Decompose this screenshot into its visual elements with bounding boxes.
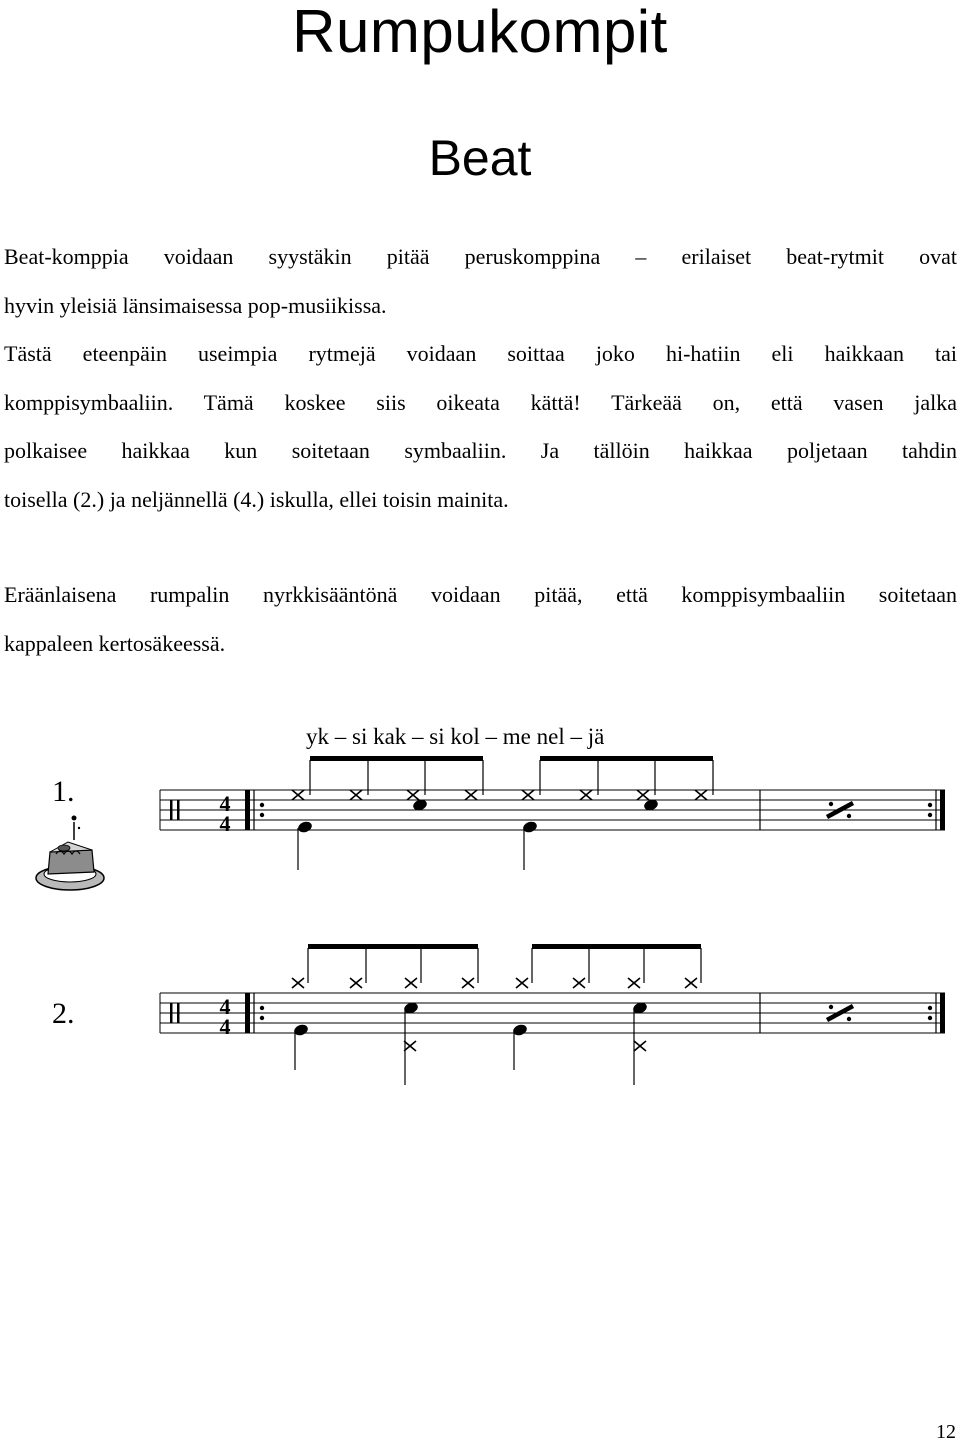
page-number: 12 (936, 1421, 956, 1443)
example-1-number: 1. (52, 775, 75, 808)
paragraph-line: polkaisee haikkaa kun soitetaan symbaaliin. Ja tällöin haikkaa poljetaan tahdin (4, 438, 957, 464)
paragraph-line: komppisymbaaliin. Tämä koskee siis oikeata kättä! Tärkeää on, että vasen jalka (4, 389, 957, 415)
beam (540, 756, 713, 761)
percussion-clef (170, 800, 173, 820)
time-sig-bottom: 4 (219, 1014, 231, 1039)
percussion-clef (170, 1003, 173, 1023)
page-title: Rumpukompit (292, 0, 668, 65)
paragraph-line: toisella (2.) ja neljännellä (4.) iskulla, ellei toisin mainita. (4, 486, 509, 512)
paragraph-line: hyvin yleisiä länsimaisessa pop-musiikissa. (4, 292, 387, 318)
example-2-number: 2. (52, 997, 75, 1030)
time-sig-top: 4 (219, 791, 231, 816)
start-repeat (245, 993, 250, 1033)
bass-drum-notes (297, 820, 539, 834)
end-repeat (940, 790, 945, 830)
time-sig-top: 4 (219, 994, 231, 1019)
staff-2 (160, 944, 945, 1085)
birthday-cake-icon (36, 816, 104, 891)
cymbal-notes (292, 978, 697, 988)
paragraph-line: kappaleen kertosäkeessä. (4, 630, 226, 656)
time-sig-bottom: 4 (219, 811, 231, 836)
section-heading: Beat (428, 130, 532, 186)
beam (308, 944, 478, 949)
beam (310, 756, 483, 761)
start-repeat (245, 790, 250, 830)
paragraph-line: Beat-komppia voidaan syystäkin pitää peruskomppina – erilaiset beat-rytmit ovat (4, 244, 957, 269)
staff-1 (160, 756, 945, 870)
paragraph-line: Eräänlaisena rumpalin nyrkkisääntönä voidaan pitää, että komppisymbaaliin soitetaan (4, 582, 957, 607)
paragraph-line: Tästä eteenpäin useimpia rytmejä voidaan soittaa joko hi-hatiin eli haikkaan tai (4, 341, 957, 367)
bass-drum-notes (293, 1023, 529, 1037)
beam (532, 944, 701, 949)
hihat-notes (292, 790, 707, 800)
counting-syllables: yk – si kak – si kol – me nel – jä (306, 724, 605, 749)
end-repeat (940, 993, 945, 1033)
hihat-foot-notes (404, 1041, 646, 1051)
